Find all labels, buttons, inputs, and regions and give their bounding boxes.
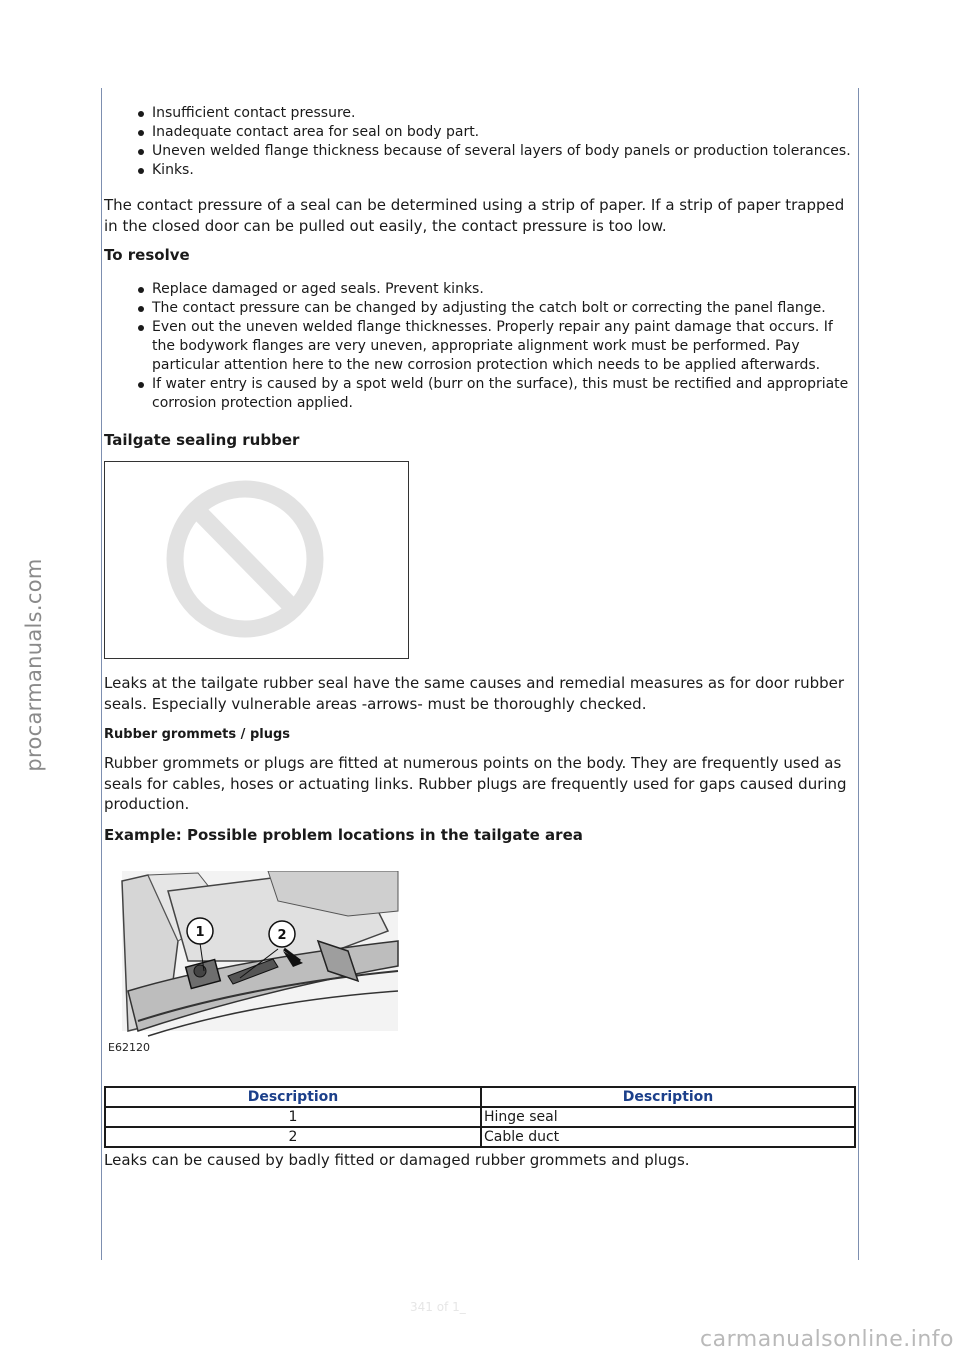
resolve-bullet-list	[104, 280, 856, 413]
table-cell-number: 2	[105, 1127, 481, 1147]
table-header-row	[105, 1087, 855, 1107]
no-image-icon	[105, 462, 408, 658]
table-cell-description: Cable duct	[481, 1127, 855, 1147]
table-cell-number: 1	[105, 1107, 481, 1127]
left-margin-rule	[101, 88, 102, 1260]
tailgate-heading: Tailgate sealing rubber	[104, 431, 300, 449]
table-row	[105, 1127, 855, 1147]
description-table	[104, 1086, 856, 1148]
example-heading: Example: Possible problem locations in the tailgate area	[104, 825, 583, 844]
list-item: Insufficient contact pressure.	[152, 104, 856, 123]
tailgate-paragraph: Leaks at the tailgate rubber seal have the same causes and remedial measures as for door rubber seals. Especially vulnerable areas -arrows- must be thoroughly checked.	[104, 674, 845, 713]
final-paragraph: Leaks can be caused by badly fitted or damaged rubber grommets and plugs.	[104, 1150, 690, 1169]
figure-label: E62120	[108, 1040, 150, 1054]
side-watermark: procarmanuals.com	[22, 558, 46, 772]
tailgate-diagram	[108, 871, 402, 1056]
to-resolve-heading: To resolve	[104, 246, 190, 264]
list-item: Uneven welded flange thickness because of several layers of body panels or production tolerances.	[152, 142, 856, 161]
document-body	[104, 104, 856, 1170]
tailgate-illustration	[108, 871, 402, 1056]
page-number: 341 of 1_	[410, 1300, 466, 1314]
table-cell-description: Hinge seal	[481, 1107, 855, 1127]
table-header: Description	[481, 1087, 855, 1107]
missing-image-placeholder	[104, 461, 409, 659]
bottom-watermark: carmanualsonline.info	[700, 1327, 954, 1352]
callout-2: 2	[277, 927, 287, 943]
table-header: Description	[105, 1087, 481, 1107]
contact-pressure-paragraph: The contact pressure of a seal can be determined using a strip of paper. If a strip of paper trapped in the closed door can be pulled out easily, the contact pressure is too low.	[104, 196, 845, 235]
right-margin-rule	[858, 88, 859, 1260]
table-row	[105, 1107, 855, 1127]
list-item: If water entry is caused by a spot weld (burr on the surface), this must be rectified and appropriate corrosion protection applied.	[152, 375, 856, 413]
grommets-subheading: Rubber grommets / plugs	[104, 727, 290, 742]
list-item: Even out the uneven welded flange thicknesses. Properly repair any paint damage that occurs. If the bodywork flanges are very uneven, appropriate alignment work must be performed. Pay particular attention here to the new corrosion protection which needs to be applied afterwards.	[152, 318, 856, 375]
list-item: Replace damaged or aged seals. Prevent kinks.	[152, 280, 856, 299]
intro-bullet-list	[104, 104, 856, 180]
grommets-paragraph: Rubber grommets or plugs are fitted at numerous points on the body. They are frequently used as seals for cables, hoses or actuating links. Rubber plugs are frequently used for gaps caused during production.	[104, 754, 847, 813]
callout-1: 1	[195, 924, 205, 940]
list-item: Kinks.	[152, 161, 856, 180]
list-item: Inadequate contact area for seal on body part.	[152, 123, 856, 142]
list-item: The contact pressure can be changed by adjusting the catch bolt or correcting the panel flange.	[152, 299, 856, 318]
